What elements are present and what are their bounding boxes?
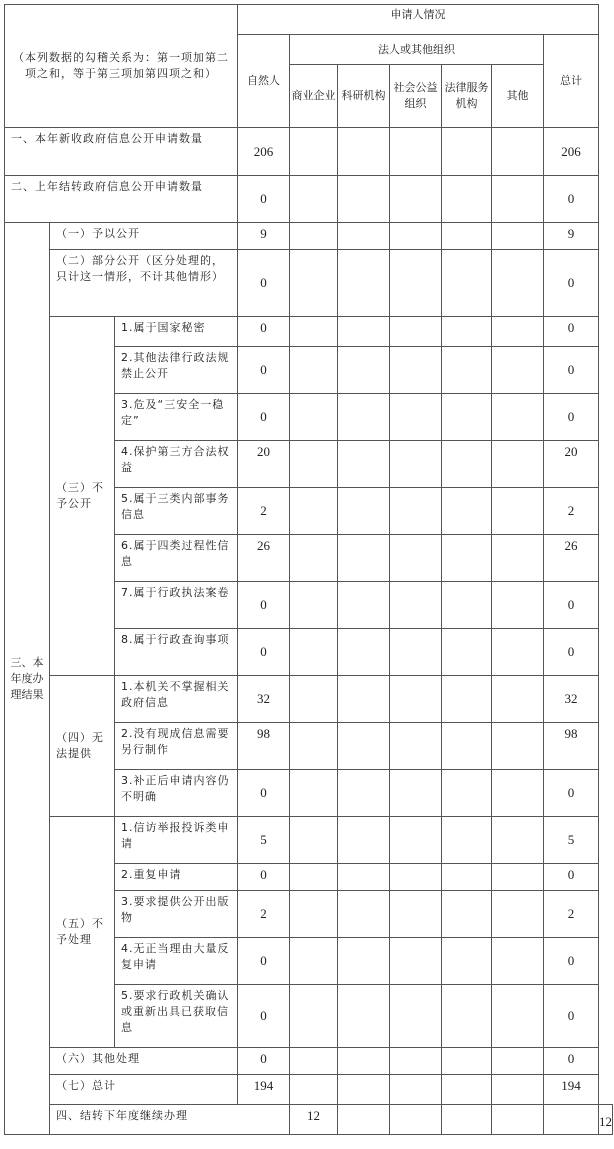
natural-person-value: 26 <box>238 535 290 582</box>
relation-note: （本列数据的勾稽关系为：第一项加第二项之和，等于第三项加第四项之和） <box>5 5 238 128</box>
row-label: 4.保护第三方合法权益 <box>115 441 238 488</box>
natural-person-value: 0 <box>238 250 290 317</box>
natural-person-value: 0 <box>238 1048 290 1075</box>
natural-person-value: 0 <box>238 582 290 629</box>
total-value: 0 <box>544 629 599 676</box>
natural-person-value: 206 <box>238 128 290 176</box>
natural-person-value: 0 <box>238 394 290 441</box>
group-5-label: （五）不予处理 <box>50 817 115 1048</box>
table-row <box>5 176 613 223</box>
row-label: 一、本年新收政府信息公开申请数量 <box>5 128 238 176</box>
table-row <box>5 128 613 176</box>
total-value: 0 <box>544 582 599 629</box>
table-row <box>5 676 613 723</box>
total-value: 0 <box>544 250 599 317</box>
total-header: 总计 <box>544 35 599 128</box>
table-row <box>5 223 613 250</box>
total-value: 32 <box>544 676 599 723</box>
row-label: 1.本机关不掌握相关政府信息 <box>115 676 238 723</box>
natural-person-header: 自然人 <box>238 35 290 128</box>
table-row <box>5 250 613 317</box>
natural-person-value: 194 <box>238 1075 290 1105</box>
row-label: （七）总计 <box>50 1075 238 1105</box>
research-header: 科研机构 <box>338 65 390 128</box>
total-value: 194 <box>544 1075 599 1105</box>
total-value: 0 <box>544 394 599 441</box>
natural-person-value: 5 <box>238 817 290 864</box>
row-label: （二）部分公开（区分处理的，只计这一情形，不计其他情形） <box>50 250 238 317</box>
total-value: 0 <box>544 1048 599 1075</box>
section-3-label: 三、本年度办理结果 <box>5 223 50 1135</box>
social-welfare-header: 社会公益组织 <box>390 65 442 128</box>
total-value: 9 <box>544 223 599 250</box>
row-label: 3.要求提供公开出版物 <box>115 891 238 938</box>
table-row <box>5 817 613 864</box>
natural-person-value: 9 <box>238 223 290 250</box>
row-label: 5.属于三类内部事务信息 <box>115 488 238 535</box>
natural-person-value: 12 <box>290 1105 338 1135</box>
commercial-header: 商业企业 <box>290 65 338 128</box>
table-row <box>5 317 613 347</box>
row-label: 6.属于四类过程性信息 <box>115 535 238 582</box>
natural-person-value: 20 <box>238 441 290 488</box>
natural-person-value: 2 <box>238 488 290 535</box>
row-label: 3.补正后申请内容仍不明确 <box>115 770 238 817</box>
natural-person-value: 0 <box>238 176 290 223</box>
row-label: 1.信访举报投诉类申请 <box>115 817 238 864</box>
row-label: 7.属于行政执法案卷 <box>115 582 238 629</box>
applicant-header: 申请人情况 <box>238 5 599 35</box>
natural-person-value: 2 <box>238 891 290 938</box>
row-label: 5.要求行政机关确认或重新出具已获取信息 <box>115 985 238 1048</box>
table-row <box>5 1048 613 1075</box>
natural-person-value: 0 <box>238 938 290 985</box>
total-value: 0 <box>544 938 599 985</box>
group-4-label: （四）无法提供 <box>50 676 115 817</box>
natural-person-value: 0 <box>238 629 290 676</box>
disclosure-statistics-table <box>4 4 613 1135</box>
total-value: 12 <box>599 1105 613 1135</box>
row-label: 2.重复申请 <box>115 864 238 891</box>
other-header: 其他 <box>492 65 544 128</box>
total-value: 2 <box>544 891 599 938</box>
natural-person-value: 98 <box>238 723 290 770</box>
total-value: 206 <box>544 128 599 176</box>
table-row <box>5 1075 613 1105</box>
legal-service-header: 法律服务机构 <box>442 65 492 128</box>
row-label: 2.没有现成信息需要另行制作 <box>115 723 238 770</box>
total-value: 0 <box>544 770 599 817</box>
natural-person-value: 0 <box>238 347 290 394</box>
row-label: 四、结转下年度继续办理 <box>50 1105 290 1135</box>
total-value: 2 <box>544 488 599 535</box>
total-value: 0 <box>544 985 599 1048</box>
natural-person-value: 32 <box>238 676 290 723</box>
group-3-label: （三）不予公开 <box>50 317 115 676</box>
total-value: 20 <box>544 441 599 488</box>
total-value: 0 <box>544 864 599 891</box>
row-label: 4.无正当理由大量反复申请 <box>115 938 238 985</box>
row-label: 2.其他法律行政法规禁止公开 <box>115 347 238 394</box>
natural-person-value: 0 <box>238 317 290 347</box>
total-value: 0 <box>544 347 599 394</box>
total-value: 5 <box>544 817 599 864</box>
row-label: 8.属于行政查询事项 <box>115 629 238 676</box>
table-row <box>5 1105 613 1135</box>
total-value: 98 <box>544 723 599 770</box>
total-value: 0 <box>544 317 599 347</box>
row-label: （六）其他处理 <box>50 1048 238 1075</box>
natural-person-value: 0 <box>238 770 290 817</box>
legal-org-header: 法人或其他组织 <box>290 35 544 65</box>
natural-person-value: 0 <box>238 985 290 1048</box>
row-label: 3.危及“三安全一稳定” <box>115 394 238 441</box>
total-value: 0 <box>544 176 599 223</box>
total-value: 26 <box>544 535 599 582</box>
row-label: 二、上年结转政府信息公开申请数量 <box>5 176 238 223</box>
row-label: 1.属于国家秘密 <box>115 317 238 347</box>
natural-person-value: 0 <box>238 864 290 891</box>
row-label: （一）予以公开 <box>50 223 238 250</box>
